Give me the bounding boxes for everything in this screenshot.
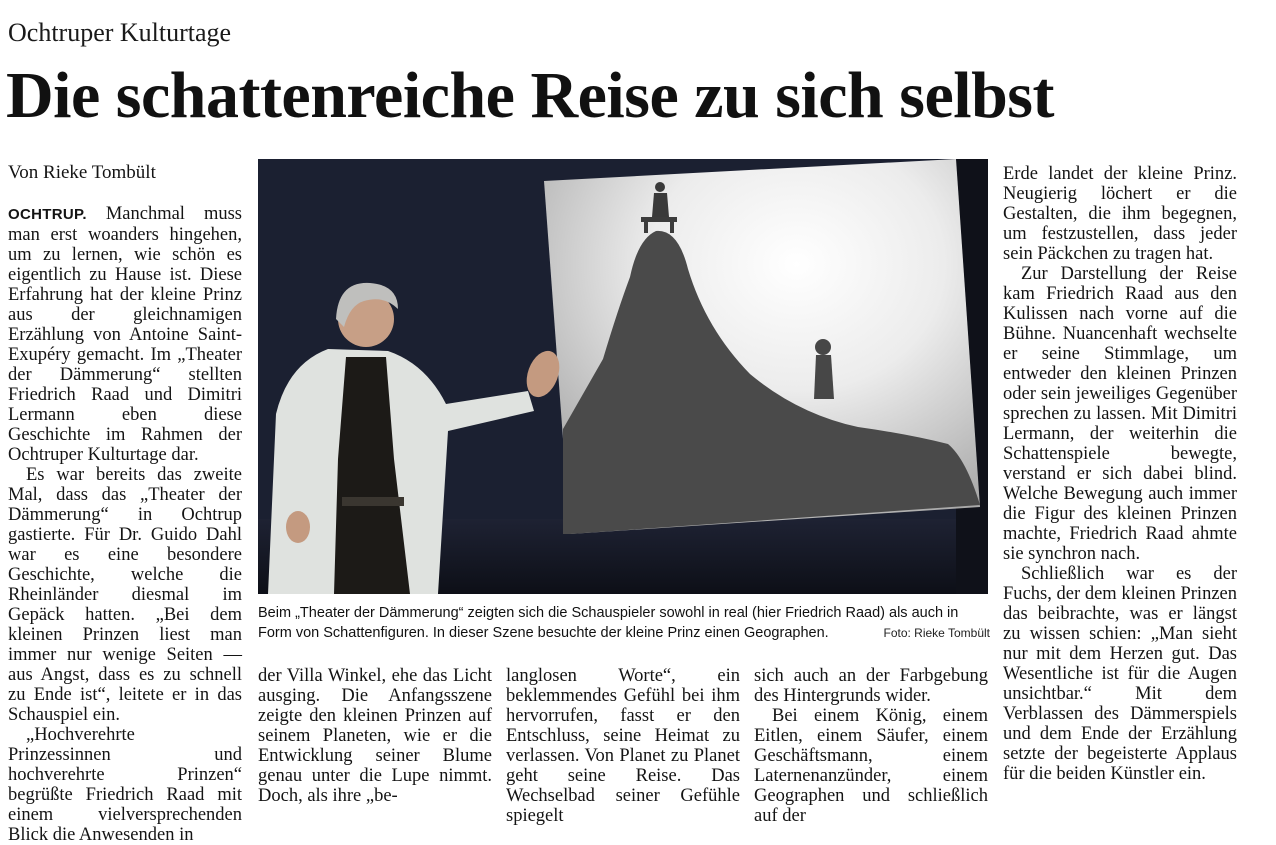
article-column-1 (8, 204, 242, 845)
paragraph: Es war bereits das zweite Mal, dass das „Theater der Dämmerung“ in Ochtrup gastierte. Für Dr. Guido Dahl war es eine besondere Geschichte, welche die Rheinländer diesmal im Gepäck hatten. „Bei dem kleinen Prinzen liest man immer nur wenige Seiten — aus Angst, dass es zu schnell zu Ende ist“, leitete er in das Schauspiel ein. (8, 465, 242, 725)
byline: Von Rieke Tombült (8, 162, 156, 183)
article-column-5 (1003, 164, 1237, 784)
paragraph: Bei einem König, einem Eitlen, einem Säufer, einem Geschäftsmann, einem Laternenanzünder, einem Geographen und schließlich auf der (754, 706, 988, 826)
paragraph: Schließlich war es der Fuchs, der dem kleinen Prinzen das beibrachte, was er längst zu wissen schien: „Man sieht nur mit dem Herzen gut. Das Wesentliche ist für die Augen unsichtbar.“ Mit dem Verblassen des Dämmerspiels und dem Ende der Erzählung setzte der begeisterte Applaus für die beiden Künstler ein. (1003, 564, 1237, 784)
actor-belt (342, 497, 404, 506)
lectern-leg (670, 221, 674, 233)
article-headline: Die schattenreiche Reise zu sich selbst (6, 59, 1054, 132)
geographer-shadow-head (655, 182, 665, 192)
stage-photo-illustration (258, 159, 988, 594)
article-column-4 (754, 666, 988, 826)
paragraph: Zur Darstellung der Reise kam Friedrich Raad aus den Kulissen nach vorne auf die Bühne. Nuancenhaft wechselte er seine Stimmlage, um entweder den kleinen Prinzen oder sein jeweiliges Gegenüber sprechen zu lassen. Mit Dimitri Lermann, der weiterhin die Schattenspiele bewegte, verstand er sich dabei blind. Welche Bewegung auch immer die Figur des kleinen Prinzen machte, Friedrich Raad ahmte sie synchron nach. (1003, 264, 1237, 564)
prince-shadow-head (815, 339, 831, 355)
caption-text: Beim „Theater der Dämmerung“ zeigten sich die Schauspieler sowohl in real (hier Friedrich Raad) als auch in Form von Schattenfiguren. In dieser Szene besuchte der kleine Prinz einen Geographen. (258, 605, 959, 641)
photo-caption (258, 603, 990, 643)
paragraph-text: Manchmal muss man erst woanders hingehen, um zu lernen, wie schön es eigentlich zu Hause ist. Diese Erfahrung hat der kleine Prinz aus der gleichnamigen Erzählung von Antoine Saint-Exupéry gemacht. Im „Theater der Dämmerung“ stellten Friedrich Raad und Dimitri Lermann eben diese Geschichte im Rahmen der Ochtruper Kulturtage dar. (8, 204, 242, 465)
actor-lower-hand (286, 511, 310, 543)
dateline: OCHTRUP. (8, 206, 87, 223)
lectern-leg (644, 221, 648, 233)
paragraph (8, 204, 242, 465)
section-kicker: Ochtruper Kulturtage (8, 18, 232, 47)
geographer-shadow-body (652, 193, 669, 217)
paragraph: Erde landet der kleine Prinz. Neugierig löchert er die Gestalten, die ihm begegnen, um festzustellen, dass jeder sein Päckchen zu tragen hat. (1003, 164, 1237, 264)
article-column-3 (506, 666, 740, 826)
prince-shadow-body (814, 355, 834, 399)
paragraph: der Villa Winkel, ehe das Licht ausging. Die Anfangsszene zeigte den kleinen Prinzen auf seinem Planeten, wie er die Entwicklung seiner Blume genau unter die Lupe nimmt. Doch, als ihre „be- (258, 666, 492, 806)
paragraph: „Hochverehrte Prinzessinnen und hochverehrte Prinzen“ begrüßte Friedrich Raad mit einem vielversprechenden Blick die Anwesenden in (8, 725, 242, 845)
photo-credit: Foto: Rieke Tombült (883, 626, 990, 640)
article-photo (258, 159, 988, 594)
paragraph: langlosen Worte“, ein beklemmendes Gefühl bei ihm hervorrufen, fasst er den Entschluss, seine Heimat zu verlassen. Von Planet zu Planet geht seine Reise. Das Wechselbad seiner Gefühle spiegelt (506, 666, 740, 826)
paragraph: sich auch an der Farbgebung des Hintergrunds wider. (754, 666, 988, 706)
article-column-2 (258, 666, 492, 806)
